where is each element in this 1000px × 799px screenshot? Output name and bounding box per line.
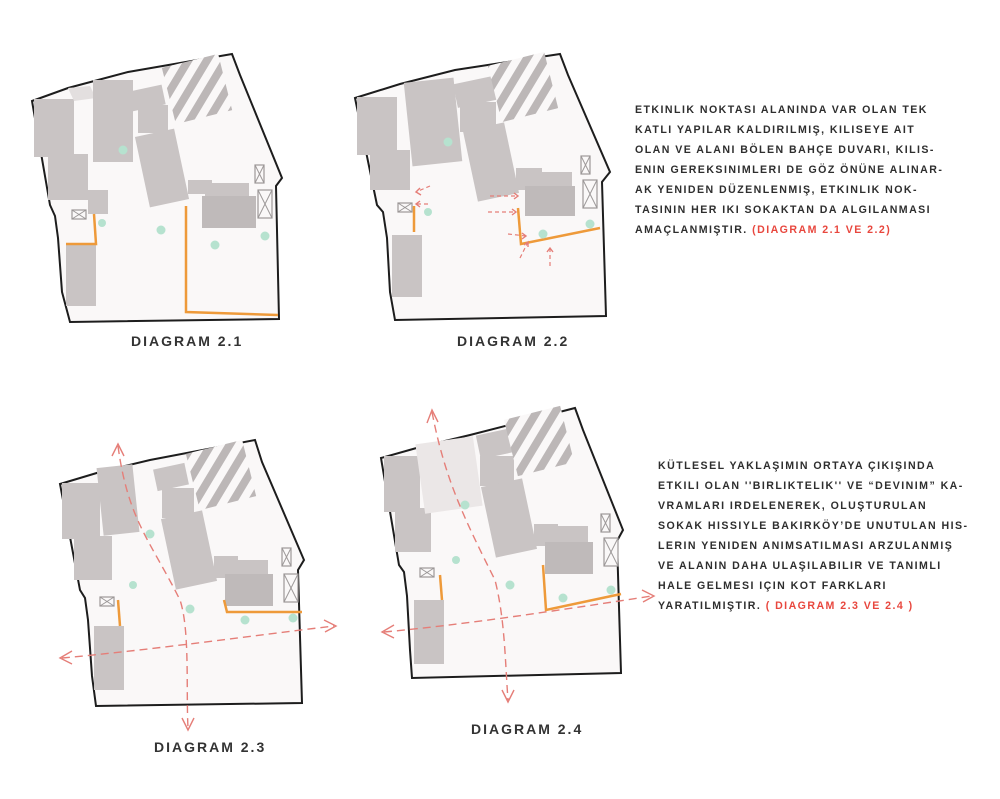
text-line: YARATILMIŞTIR.: [658, 600, 762, 612]
tree: [452, 556, 460, 564]
text-line: VRAMLARI IRDELENEREK, OLUŞTURULAN: [658, 500, 928, 512]
diagram-reference: ( DIAGRAM 2.3 VE 2.4 ): [765, 600, 914, 612]
text-line: TASININ HER IKI SOKAKTAN DA ALGILANMASI: [635, 204, 932, 216]
text-line: LERIN YENIDEN ANIMSATILMASI ARZULANMIŞ: [658, 540, 954, 552]
description-paragraph-2: [658, 456, 969, 616]
diagram-reference: (DIAGRAM 2.1 VE 2.2): [752, 224, 892, 236]
diagram-2-4-label: DIAGRAM 2.4: [471, 721, 584, 737]
diagram-2-1-label: DIAGRAM 2.1: [131, 333, 244, 349]
text-line: ETKINLIK NOKTASI ALANINDA VAR OLAN TEK: [635, 104, 928, 116]
description-paragraph-1: [635, 100, 943, 240]
text-line: KÜTLESEL YAKLAŞIMIN ORTAYA ÇIKIŞINDA: [658, 460, 936, 472]
building: [414, 600, 444, 664]
text-line: AMAÇLANMIŞTIR.: [635, 224, 748, 236]
text-line: VE ALANIN DAHA ULAŞILABILIR VE TANIMLI: [658, 560, 942, 572]
text-line: ENIN GEREKSINIMLERI DE GÖZ ÖNÜNE ALINAR-: [635, 164, 944, 176]
building: [384, 456, 420, 512]
text-line: SOKAK HISSIYLE BAKIRKÖY’DE UNUTULAN HIS-: [658, 520, 969, 532]
tree: [607, 586, 616, 595]
text-line: OLAN VE ALANI BÖLEN BAHÇE DUVARI, KILIS-: [635, 144, 935, 156]
text-line: HALE GELMESI IÇIN KOT FARKLARI: [658, 580, 887, 592]
diagram-2-2-label: DIAGRAM 2.2: [457, 333, 570, 349]
text-line: AK YENIDEN DÜZENLENMIŞ, ETKINLIK NOK-: [635, 184, 918, 196]
tree: [506, 581, 515, 590]
building: [545, 542, 593, 574]
text-line: ETKILI OLAN ''BIRLIKTELIK'' VE “DEVINIM” KA-: [658, 480, 964, 492]
tree: [461, 501, 470, 510]
tree: [559, 594, 568, 603]
diagram-2-3-label: DIAGRAM 2.3: [154, 739, 267, 755]
building: [395, 508, 431, 552]
text-line: KATLI YAPILAR KALDIRILMIŞ, KILISEYE AIT: [635, 124, 916, 136]
